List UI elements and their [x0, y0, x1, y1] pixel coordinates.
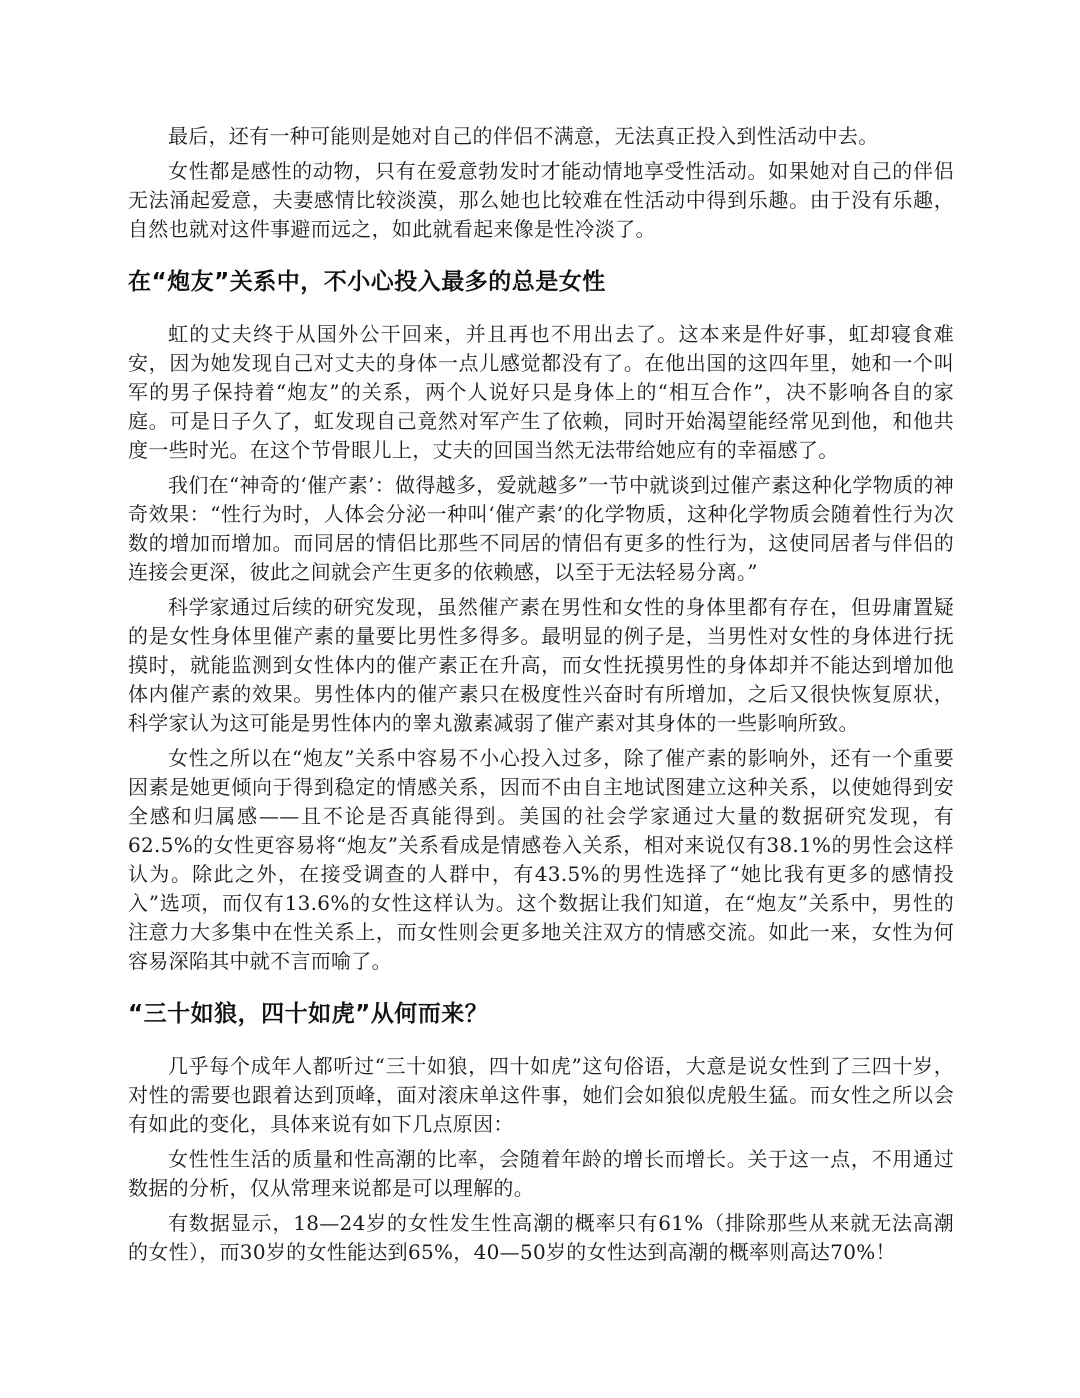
- paragraph: 几乎每个成年人都听过“三十如狼，四十如虎”这句俗语，大意是说女性到了三四十岁，对性的需要也跟着达到顶峰，面对滚床单这件事，她们会如狼似虎般生猛。而女性之所以会有如此的变化，具体来说有如下几点原因：: [128, 1054, 954, 1136]
- section-heading: 在“炮友”关系中，不小心投入最多的总是女性: [128, 269, 606, 295]
- paragraph: 我们在“神奇的‘催产素’：做得越多，爱就越多”一节中就谈到过催产素这种化学物质的神奇效果：“性行为时，人体会分泌一种叫‘催产素’的化学物质，这种化学物质会随着性行为次数的增加而增加。而同居的情侣比那些不同居的情侣有更多的性行为，这使同居者与伴侣的连接会更深，彼此之间就会产生更多的依赖感，以至于无法轻易分离。”: [128, 473, 954, 584]
- section-heading: “三十如狼，四十如虎”从何而来？: [128, 1001, 489, 1027]
- paragraph: 科学家通过后续的研究发现，虽然催产素在男性和女性的身体里都有存在，但毋庸置疑的是女性身体里催产素的量要比男性多得多。最明显的例子是，当男性对女性的身体进行抚摸时，就能监测到女性体内的催产素正在升高，而女性抚摸男性的身体却并不能达到增加他体内催产素的效果。男性体内的催产素只在极度性兴奋时有所增加，之后又很快恢复原状，科学家认为这可能是男性体内的睾丸激素减弱了催产素对其身体的一些影响所致。: [128, 595, 954, 735]
- paragraph: 女性之所以在“炮友”关系中容易不小心投入过多，除了催产素的影响外，还有一个重要因素是她更倾向于得到稳定的情感关系，因而不由自主地试图建立这种关系，以使她得到安全感和归属感——且不论是否真能得到。美国的社会学家通过大量的数据研究发现，有62.5%的女性更容易将“炮友”关系看成是情感卷入关系，相对来说仅有38.1%的男性会这样认为。除此之外，在接受调查的人群中，有43.5%的男性选择了“她比我有更多的感情投入”选项，而仅有13.6%的女性这样认为。这个数据让我们知道，在“炮友”关系中，男性的注意力大多集中在性关系上，而女性则会更多地关注双方的情感交流。如此一来，女性为何容易深陷其中就不言而喻了。: [128, 746, 954, 973]
- paragraph: 虹的丈夫终于从国外公干回来，并且再也不用出去了。这本来是件好事，虹却寝食难安，因为她发现自己对丈夫的身体一点儿感觉都没有了。在他出国的这四年里，她和一个叫军的男子保持着“炮友”的关系，两个人说好只是身体上的“相互合作”，决不影响各自的家庭。可是日子久了，虹发现自己竟然对军产生了依赖，同时开始渴望能经常见到他，和他共度一些时光。在这个节骨眼儿上，丈夫的回国当然无法带给她应有的幸福感了。: [128, 322, 954, 462]
- paragraph: 最后，还有一种可能则是她对自己的伴侣不满意，无法真正投入到性活动中去。: [168, 124, 879, 148]
- paragraph: 有数据显示，18—24岁的女性发生性高潮的概率只有61%（排除那些从来就无法高潮的女性），而30岁的女性能达到65%，40—50岁的女性达到高潮的概率则高达70%！: [128, 1211, 954, 1264]
- paragraph: 女性性生活的质量和性高潮的比率，会随着年龄的增长而增长。关于这一点，不用通过数据的分析，仅从常理来说都是可以理解的。: [128, 1147, 954, 1200]
- document-body: [128, 122, 954, 1273]
- paragraph: 女性都是感性的动物，只有在爱意勃发时才能动情地享受性活动。如果她对自己的伴侣无法涌起爱意，夫妻感情比较淡漠，那么她也比较难在性活动中得到乐趣。由于没有乐趣，自然也就对这件事避而远之，如此就看起来像是性冷淡了。: [128, 159, 954, 241]
